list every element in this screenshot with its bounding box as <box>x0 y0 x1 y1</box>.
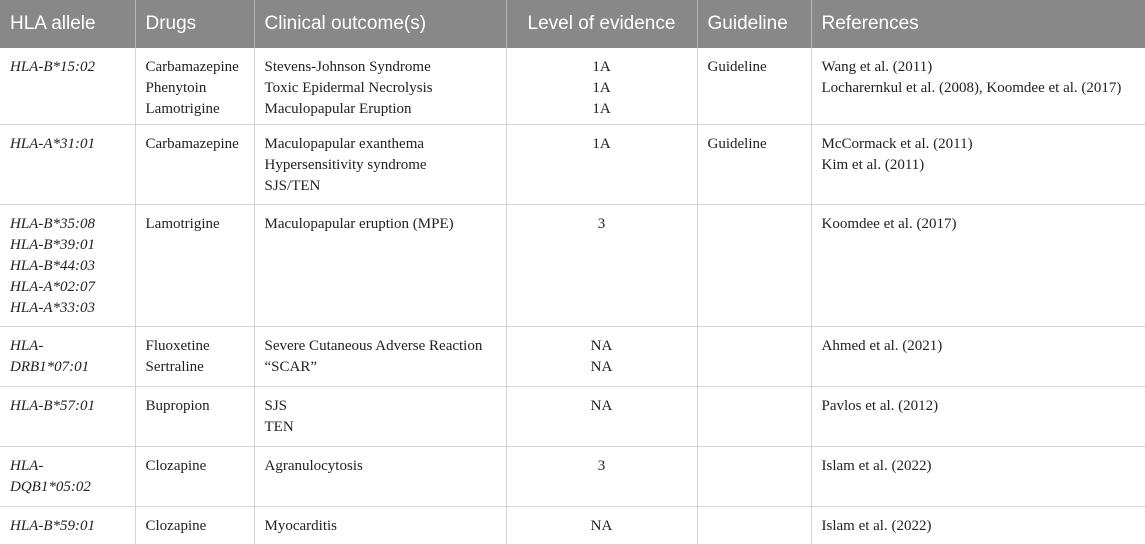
cell-drugs-line: Sertraline <box>145 359 204 375</box>
table-row <box>0 48 1145 125</box>
cell-clinical-outcomes <box>254 387 506 447</box>
cell-references <box>811 125 1145 205</box>
cell-clinical-outcomes-line: Toxic Epidermal Necrolysis <box>264 80 433 96</box>
cell-clinical-outcomes-line: Agranulocytosis <box>264 458 363 474</box>
cell-hla-allele-line: DQB1*05:02 <box>10 479 91 495</box>
cell-level-of-evidence <box>506 507 697 545</box>
cell-references-line: Islam et al. (2022) <box>821 458 932 474</box>
cell-guideline <box>697 447 811 507</box>
cell-drugs-line: Carbamazepine <box>145 59 239 75</box>
header-clinical-outcomes: Clinical outcome(s) <box>254 0 506 48</box>
cell-drugs <box>135 205 254 327</box>
cell-clinical-outcomes-line: Severe Cutaneous Adverse Reaction <box>264 338 483 354</box>
table-body <box>0 48 1145 545</box>
cell-hla-allele-line: DRB1*07:01 <box>10 359 90 375</box>
cell-level-of-evidence <box>506 327 697 387</box>
cell-hla-allele-line: HLA-B*59:01 <box>10 518 95 534</box>
cell-drugs <box>135 447 254 507</box>
cell-level-of-evidence-line: 3 <box>597 216 606 232</box>
cell-hla-allele-line: HLA-B*44:03 <box>10 258 95 274</box>
table-row <box>0 447 1145 507</box>
cell-references-line: McCormack et al. (2011) <box>821 136 973 152</box>
cell-clinical-outcomes <box>254 507 506 545</box>
cell-drugs-line: Bupropion <box>145 398 210 414</box>
cell-level-of-evidence-line: 1A <box>592 101 611 117</box>
cell-clinical-outcomes-line: Stevens-Johnson Syndrome <box>264 59 431 75</box>
cell-drugs <box>135 387 254 447</box>
cell-references-line: Wang et al. (2011) <box>821 59 933 75</box>
cell-drugs-line: Carbamazepine <box>145 136 239 152</box>
cell-references-line: Ahmed et al. (2021) <box>821 338 943 354</box>
cell-guideline-line: Guideline <box>707 136 767 152</box>
cell-references-line: Koomdee et al. (2017) <box>821 216 957 232</box>
cell-clinical-outcomes <box>254 327 506 387</box>
cell-guideline <box>697 327 811 387</box>
cell-hla-allele-line: HLA-B*15:02 <box>10 59 95 75</box>
cell-level-of-evidence <box>506 387 697 447</box>
cell-guideline <box>697 507 811 545</box>
header-level-of-evidence: Level of evidence <box>506 0 697 48</box>
cell-hla-allele <box>0 48 135 125</box>
cell-guideline <box>697 205 811 327</box>
cell-drugs-line: Lamotrigine <box>145 216 220 232</box>
cell-level-of-evidence-line: NA <box>590 518 613 534</box>
cell-hla-allele <box>0 205 135 327</box>
table-row <box>0 327 1145 387</box>
cell-drugs <box>135 48 254 125</box>
cell-hla-allele <box>0 125 135 205</box>
cell-level-of-evidence <box>506 447 697 507</box>
cell-hla-allele-line: HLA-A*02:07 <box>10 279 95 295</box>
cell-drugs <box>135 327 254 387</box>
cell-level-of-evidence <box>506 48 697 125</box>
cell-drugs-line: Phenytoin <box>145 80 207 96</box>
header-drugs: Drugs <box>135 0 254 48</box>
header-references: References <box>811 0 1145 48</box>
cell-guideline <box>697 387 811 447</box>
cell-clinical-outcomes-line: Maculopapular Eruption <box>264 101 412 117</box>
table-row <box>0 507 1145 545</box>
cell-clinical-outcomes <box>254 125 506 205</box>
cell-hla-allele-line: HLA-A*33:03 <box>10 300 95 316</box>
cell-references-line: Islam et al. (2022) <box>821 518 932 534</box>
cell-references <box>811 48 1145 125</box>
header-hla-allele: HLA allele <box>0 0 135 48</box>
cell-hla-allele-line: HLA- <box>10 338 44 354</box>
table-row <box>0 205 1145 327</box>
cell-references <box>811 387 1145 447</box>
cell-clinical-outcomes-line: Myocarditis <box>264 518 337 534</box>
cell-references-line: Kim et al. (2011) <box>821 157 925 173</box>
table-row <box>0 387 1145 447</box>
cell-guideline <box>697 48 811 125</box>
cell-hla-allele <box>0 447 135 507</box>
cell-clinical-outcomes <box>254 447 506 507</box>
cell-level-of-evidence <box>506 205 697 327</box>
cell-drugs-line: Lamotrigine <box>145 101 220 117</box>
cell-level-of-evidence-line: NA <box>590 338 613 354</box>
cell-clinical-outcomes-line: Hypersensitivity syndrome <box>264 157 427 173</box>
cell-hla-allele-line: HLA-B*35:08 <box>10 216 95 232</box>
cell-clinical-outcomes-line: “SCAR” <box>264 359 317 375</box>
cell-drugs-line: Fluoxetine <box>145 338 210 354</box>
cell-hla-allele-line: HLA-B*39:01 <box>10 237 95 253</box>
cell-clinical-outcomes <box>254 205 506 327</box>
cell-level-of-evidence-line: NA <box>590 398 613 414</box>
header-guideline: Guideline <box>697 0 811 48</box>
cell-clinical-outcomes-line: TEN <box>264 419 294 435</box>
cell-clinical-outcomes-line: Maculopapular exanthema <box>264 136 425 152</box>
cell-level-of-evidence-line: 1A <box>592 80 611 96</box>
table-header <box>0 0 1145 48</box>
cell-level-of-evidence <box>506 125 697 205</box>
cell-clinical-outcomes-line: Maculopapular eruption (MPE) <box>264 216 454 232</box>
cell-references-line: Locharernkul et al. (2008), Koomdee et al. (2017) <box>821 80 1122 96</box>
cell-level-of-evidence-line: NA <box>590 359 613 375</box>
cell-hla-allele <box>0 507 135 545</box>
cell-level-of-evidence-line: 1A <box>592 136 611 152</box>
cell-references <box>811 327 1145 387</box>
cell-drugs-line: Clozapine <box>145 458 207 474</box>
cell-drugs-line: Clozapine <box>145 518 207 534</box>
cell-clinical-outcomes-line: SJS/TEN <box>264 178 321 194</box>
cell-level-of-evidence-line: 3 <box>597 458 606 474</box>
cell-hla-allele-line: HLA-B*57:01 <box>10 398 95 414</box>
cell-hla-allele <box>0 387 135 447</box>
cell-guideline <box>697 125 811 205</box>
header-row <box>0 0 1145 48</box>
cell-drugs <box>135 507 254 545</box>
cell-hla-allele-line: HLA-A*31:01 <box>10 136 95 152</box>
cell-references <box>811 507 1145 545</box>
cell-references <box>811 447 1145 507</box>
cell-clinical-outcomes-line: SJS <box>264 398 288 414</box>
table-row <box>0 125 1145 205</box>
cell-references-line: Pavlos et al. (2012) <box>821 398 939 414</box>
cell-clinical-outcomes <box>254 48 506 125</box>
cell-hla-allele <box>0 327 135 387</box>
cell-drugs <box>135 125 254 205</box>
cell-references <box>811 205 1145 327</box>
cell-guideline-line: Guideline <box>707 59 767 75</box>
cell-level-of-evidence-line: 1A <box>592 59 611 75</box>
cell-hla-allele-line: HLA- <box>10 458 44 474</box>
